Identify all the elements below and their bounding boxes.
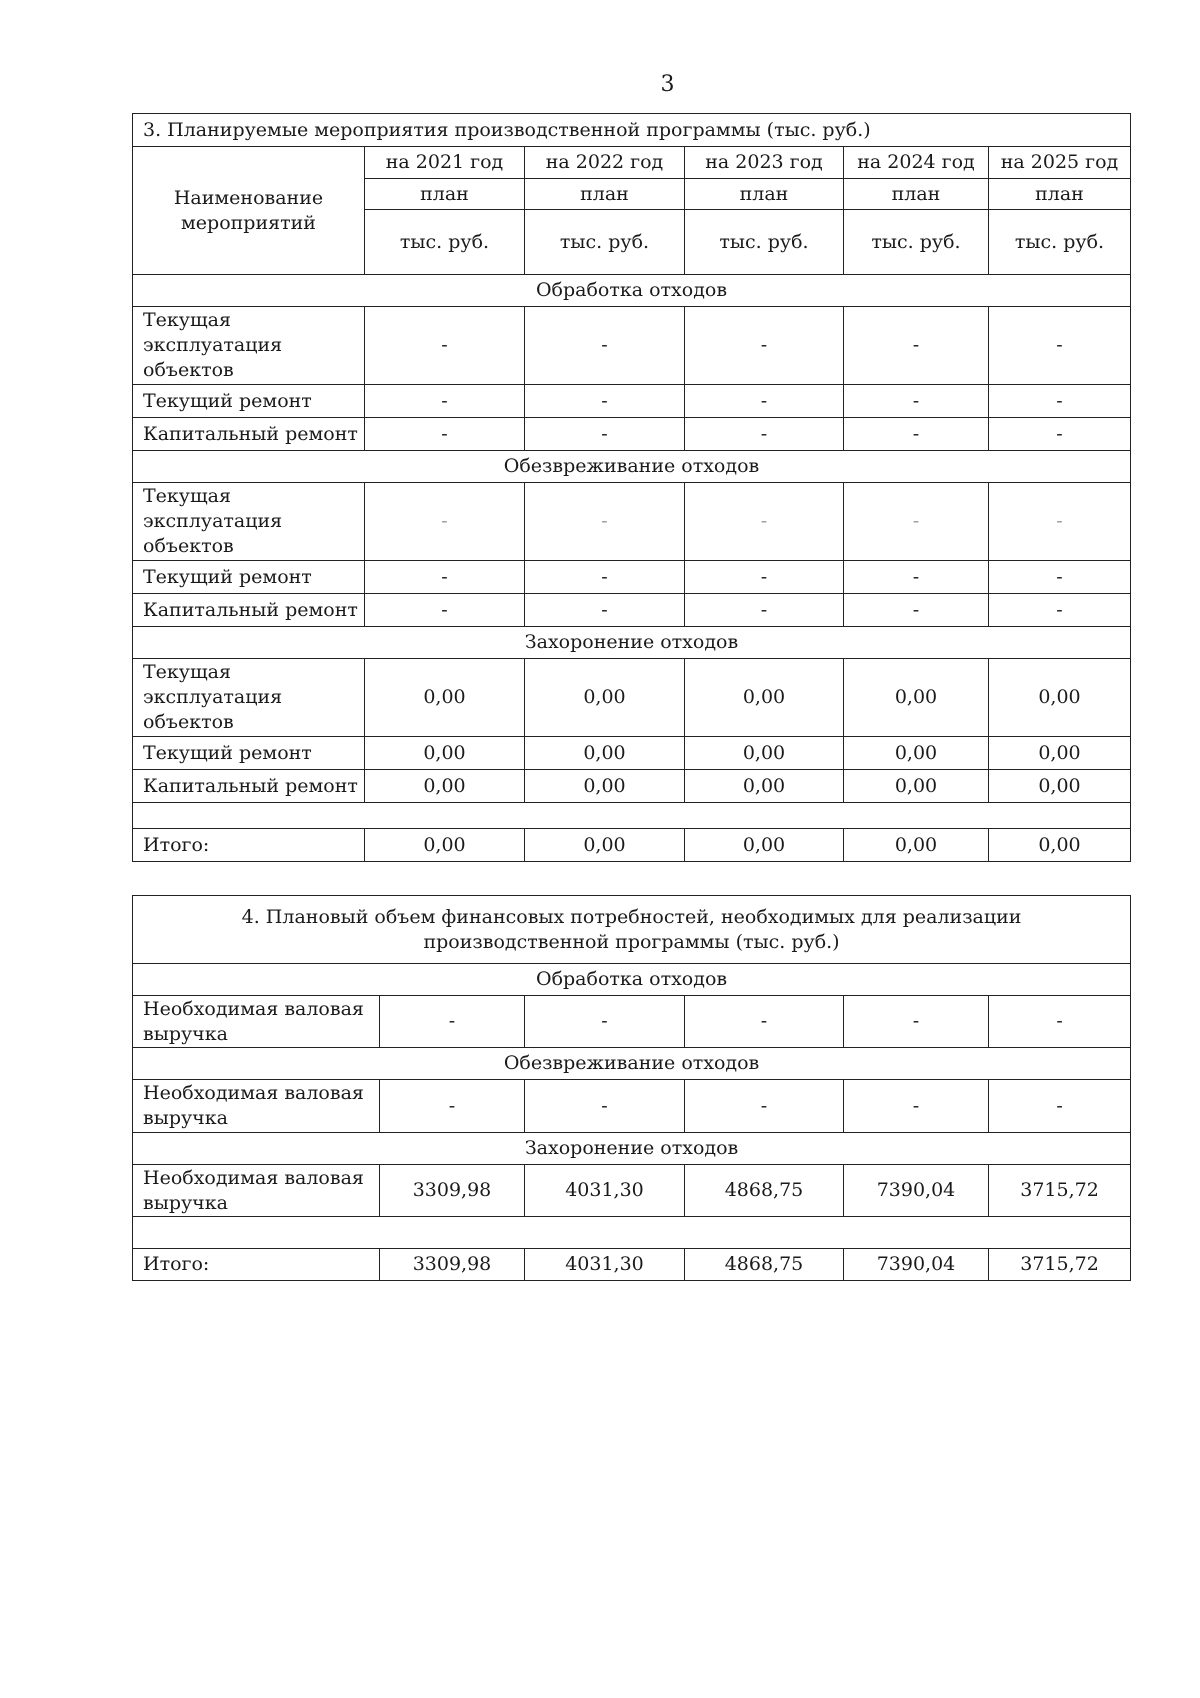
total-value: 0,00 — [365, 829, 525, 862]
cell-value: - — [525, 385, 685, 418]
cell-value: - — [844, 307, 989, 385]
cell-value: 7390,04 — [844, 1165, 989, 1217]
row-name: Текущий ремонт — [133, 737, 365, 770]
cell-value: 0,00 — [365, 659, 525, 737]
cell-value: - — [525, 307, 685, 385]
cell-value: - — [989, 561, 1131, 594]
plan-header: план — [844, 179, 989, 210]
cell-value: - — [685, 996, 844, 1048]
total-value: 4031,30 — [525, 1249, 685, 1281]
year-header: на 2024 год — [844, 147, 989, 179]
plan-header: план — [685, 179, 844, 210]
row-name: Текущий ремонт — [133, 385, 365, 418]
cell-value: - — [844, 385, 989, 418]
spacer-row — [133, 1217, 1131, 1249]
cell-value: 0,00 — [525, 770, 685, 803]
cell-value: 0,00 — [525, 737, 685, 770]
table-title: 4. Плановый объем финансовых потребностей, необходимых для реализации производственной программы (тыс. руб.) — [133, 896, 1131, 964]
cell-value: - — [844, 483, 989, 561]
unit-header: тыс. руб. — [685, 210, 844, 275]
row-name: Необходимая валовая выручка — [133, 996, 380, 1048]
section-title: Обработка отходов — [133, 964, 1131, 996]
unit-header: тыс. руб. — [525, 210, 685, 275]
cell-value: - — [525, 418, 685, 451]
total-value: 0,00 — [989, 829, 1131, 862]
year-header: на 2021 год — [365, 147, 525, 179]
spacer-row — [133, 803, 1131, 829]
cell-value: - — [989, 385, 1131, 418]
total-value: 4868,75 — [685, 1249, 844, 1281]
section-title: Обработка отходов — [133, 275, 1131, 307]
cell-value: - — [685, 307, 844, 385]
cell-value: - — [365, 483, 525, 561]
row-name: Капитальный ремонт — [133, 418, 365, 451]
cell-value: - — [365, 385, 525, 418]
cell-value: 0,00 — [365, 770, 525, 803]
cell-value: 0,00 — [525, 659, 685, 737]
cell-value: 0,00 — [844, 659, 989, 737]
cell-value: - — [989, 307, 1131, 385]
total-value: 7390,04 — [844, 1249, 989, 1281]
cell-value: - — [380, 996, 525, 1048]
year-header: на 2025 год — [989, 147, 1131, 179]
total-label: Итого: — [133, 1249, 380, 1281]
table-title: 3. Планируемые мероприятия производственной программы (тыс. руб.) — [133, 114, 1131, 147]
cell-value: - — [685, 483, 844, 561]
cell-value: - — [365, 418, 525, 451]
cell-value: 4031,30 — [525, 1165, 685, 1217]
unit-header: тыс. руб. — [365, 210, 525, 275]
cell-value: - — [525, 561, 685, 594]
row-name: Необходимая валовая выручка — [133, 1165, 380, 1217]
section-title: Захоронение отходов — [133, 1133, 1131, 1165]
row-name: Текущая эксплуатация объектов — [133, 483, 365, 561]
cell-value: 0,00 — [365, 737, 525, 770]
year-header: на 2023 год — [685, 147, 844, 179]
row-name: Текущая эксплуатация объектов — [133, 307, 365, 385]
cell-value: - — [525, 1080, 685, 1133]
cell-value: - — [685, 594, 844, 627]
row-name: Необходимая валовая выручка — [133, 1080, 380, 1133]
planned-activities-table — [132, 113, 1131, 862]
cell-value: - — [685, 418, 844, 451]
unit-header: тыс. руб. — [989, 210, 1131, 275]
plan-header: план — [989, 179, 1131, 210]
plan-header: план — [525, 179, 685, 210]
cell-value: - — [685, 385, 844, 418]
cell-value: - — [365, 594, 525, 627]
financial-needs-table — [132, 895, 1131, 1281]
cell-value: - — [844, 561, 989, 594]
cell-value: - — [989, 1080, 1131, 1133]
cell-value: - — [844, 594, 989, 627]
page-number: 3 — [660, 72, 675, 97]
unit-header: тыс. руб. — [844, 210, 989, 275]
cell-value: - — [525, 483, 685, 561]
cell-value: - — [365, 561, 525, 594]
cell-value: 0,00 — [685, 737, 844, 770]
cell-value: 3715,72 — [989, 1165, 1131, 1217]
cell-value: 0,00 — [685, 770, 844, 803]
row-name: Капитальный ремонт — [133, 594, 365, 627]
row-name: Капитальный ремонт — [133, 770, 365, 803]
cell-value: 0,00 — [685, 659, 844, 737]
total-value: 3309,98 — [380, 1249, 525, 1281]
section-title: Обезвреживание отходов — [133, 451, 1131, 483]
cell-value: - — [844, 418, 989, 451]
row-name: Текущая эксплуатация объектов — [133, 659, 365, 737]
cell-value: - — [844, 996, 989, 1048]
cell-value: 0,00 — [989, 659, 1131, 737]
cell-value: - — [525, 594, 685, 627]
cell-value: - — [685, 561, 844, 594]
total-value: 0,00 — [685, 829, 844, 862]
name-column-header: Наименование мероприятий — [133, 147, 365, 275]
cell-value: - — [525, 996, 685, 1048]
plan-header: план — [365, 179, 525, 210]
cell-value: 0,00 — [989, 770, 1131, 803]
total-label: Итого: — [133, 829, 365, 862]
total-value: 0,00 — [525, 829, 685, 862]
cell-value: - — [365, 307, 525, 385]
section-title: Захоронение отходов — [133, 627, 1131, 659]
cell-value: - — [380, 1080, 525, 1133]
cell-value: 0,00 — [844, 770, 989, 803]
section-title: Обезвреживание отходов — [133, 1048, 1131, 1080]
cell-value: 0,00 — [844, 737, 989, 770]
year-header: на 2022 год — [525, 147, 685, 179]
cell-value: 4868,75 — [685, 1165, 844, 1217]
cell-value: - — [989, 483, 1131, 561]
cell-value: - — [989, 996, 1131, 1048]
cell-value: - — [844, 1080, 989, 1133]
total-value: 3715,72 — [989, 1249, 1131, 1281]
cell-value: - — [989, 594, 1131, 627]
cell-value: 0,00 — [989, 737, 1131, 770]
row-name: Текущий ремонт — [133, 561, 365, 594]
total-value: 0,00 — [844, 829, 989, 862]
cell-value: - — [989, 418, 1131, 451]
cell-value: - — [685, 1080, 844, 1133]
cell-value: 3309,98 — [380, 1165, 525, 1217]
